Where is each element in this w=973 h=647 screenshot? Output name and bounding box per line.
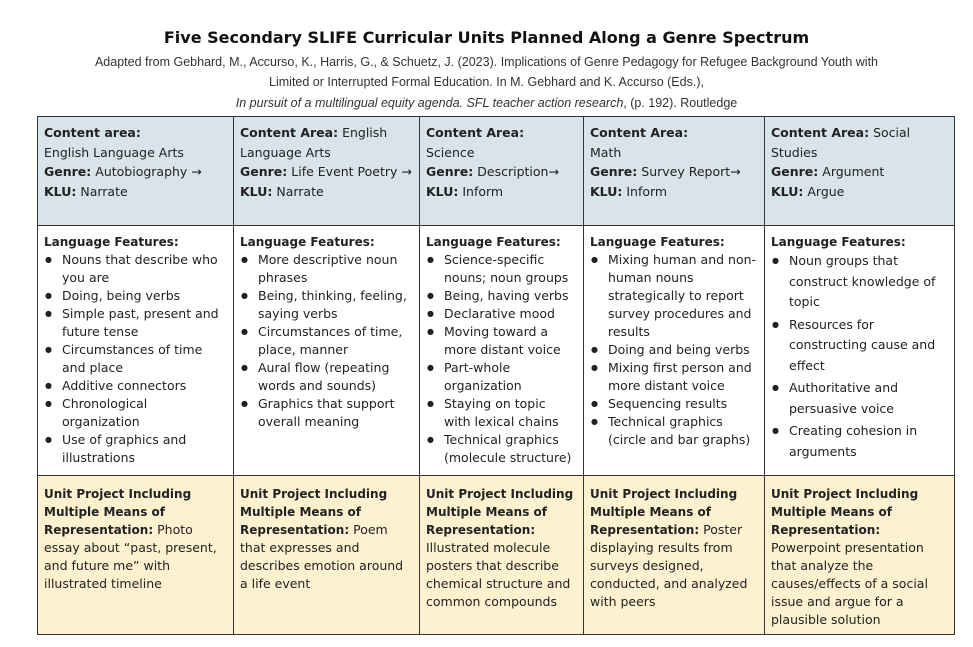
klu-label: KLU: [44, 183, 77, 199]
unit-project-description: Poster displaying results from surveys designed, conducted, and analyzed with peers [590, 522, 748, 609]
genre-label: Genre: [590, 164, 638, 179]
unit-project-label: Unit Project Including Multiple Means of Representation: [771, 487, 919, 537]
genre-value: Autobiography → [95, 164, 202, 179]
language-features-label: Language Features: [426, 235, 561, 249]
klu-label: KLU: [426, 183, 459, 199]
feature-item: ● Moving toward a more distant voice [426, 323, 576, 359]
feature-item: ● Use of graphics and illustrations [44, 431, 226, 467]
genre-label: Genre: [771, 164, 819, 179]
genre-value: Description→ [477, 164, 559, 179]
unit-project-label: Unit Project Including Multiple Means of Representation: [590, 487, 738, 537]
feature-item: ● Additive connectors [44, 377, 226, 395]
page-title: Five Secondary SLIFE Curricular Units Planned Along a Genre Spectrum [163, 28, 810, 47]
language-features-cell [420, 226, 584, 476]
content-area-label: Content Area: [771, 125, 870, 140]
feature-item: ● More descriptive noun phrases [240, 251, 412, 287]
unit-project-label: Unit Project Including Multiple Means of Representation: [44, 487, 192, 537]
genre-label: Genre: [44, 164, 92, 179]
language-features-label: Language Features: [240, 235, 375, 249]
content-area-label: Content Area: [426, 125, 525, 140]
klu-value: Narrate [80, 183, 128, 199]
unit-header-cell [765, 117, 955, 226]
feature-item: ● Being, having verbs [426, 287, 576, 305]
feature-item: ● Circumstances of time, place, manner [240, 323, 412, 359]
content-area-label: Content Area: [240, 125, 339, 140]
unit-project-description: Illustrated molecule posters that describe chemical structure and common compounds [426, 540, 571, 609]
unit-header-cell [420, 117, 584, 226]
content-area-value: Social Studies [771, 125, 911, 160]
curricular-units-table [37, 116, 955, 635]
citation-line-3 [0, 96, 973, 110]
features-list [44, 251, 226, 467]
unit-project-cell [420, 476, 584, 635]
unit-project-description: Poem that expresses and describes emotion around a life event [240, 522, 404, 591]
klu-value: Narrate [276, 183, 324, 199]
content-area-value: Math [590, 144, 622, 160]
citation-line-2: Limited or Interrupted Formal Education. In M. Gebhard and K. Accurso (Eds.), [269, 75, 704, 89]
klu-value: Inform [462, 183, 504, 199]
genre-value: Argument [822, 164, 885, 179]
language-features-label: Language Features: [771, 235, 906, 249]
feature-item: ● Authoritative and persuasive voice [771, 378, 947, 419]
unit-header-cell [584, 117, 765, 226]
content-area-value: English Language Arts [240, 125, 388, 160]
features-list [426, 251, 576, 467]
features-row [38, 226, 955, 476]
feature-item: ● Circumstances of time and place [44, 341, 226, 377]
feature-item: ● Staying on topic with lexical chains [426, 395, 576, 431]
project-row [38, 476, 955, 635]
language-features-cell [38, 226, 234, 476]
language-features-cell [765, 226, 955, 476]
unit-project-label: Unit Project Including Multiple Means of Representation: [240, 487, 388, 537]
citation-publisher: , (p. 192). Routledge [623, 96, 738, 110]
content-area-value: English Language Arts [44, 144, 184, 160]
unit-project-cell [584, 476, 765, 635]
feature-item: ● Creating cohesion in arguments [771, 421, 947, 462]
feature-item: ● Noun groups that construct knowledge of topic [771, 251, 947, 313]
content-area-label: Content area: [44, 125, 141, 140]
feature-item: ● Technical graphics (molecule structure) [426, 431, 576, 467]
klu-label: KLU: [590, 183, 623, 199]
feature-item: ● Doing, being verbs [44, 287, 226, 305]
language-features-label: Language Features: [590, 235, 725, 249]
feature-item: ● Resources for constructing cause and effect [771, 315, 947, 377]
citation-book-title: In pursuit of a multilingual equity agenda. SFL teacher action research [235, 96, 624, 110]
unit-project-cell [234, 476, 420, 635]
language-features-cell [234, 226, 420, 476]
feature-item: ● Part-whole organization [426, 359, 576, 395]
klu-label: KLU: [240, 183, 273, 199]
header-row [38, 117, 955, 226]
genre-value: Life Event Poetry → [291, 164, 412, 179]
feature-item: ● Being, thinking, feeling, saying verbs [240, 287, 412, 323]
klu-value: Argue [807, 183, 845, 199]
feature-item: ● Sequencing results [590, 395, 757, 413]
language-features-label: Language Features: [44, 235, 179, 249]
features-list [240, 251, 412, 431]
klu-label: KLU: [771, 183, 804, 199]
features-list [771, 251, 947, 462]
language-features-cell [584, 226, 765, 476]
table-body [38, 117, 955, 635]
unit-project-cell [765, 476, 955, 635]
unit-header-cell [234, 117, 420, 226]
citation-line-1: Adapted from Gebhard, M., Accurso, K., Harris, G., & Schuetz, J. (2023). Implications of Genre Pedagogy for Refugee Background Youth with [94, 55, 879, 69]
unit-header-cell [38, 117, 234, 226]
feature-item: ● Science-specific nouns; noun groups [426, 251, 576, 287]
features-list [590, 251, 757, 449]
feature-item: ● Mixing first person and more distant voice [590, 359, 757, 395]
feature-item: ● Doing and being verbs [590, 341, 757, 359]
content-area-value: Science [426, 144, 475, 160]
unit-project-label: Unit Project Including Multiple Means of Representation: [426, 487, 574, 537]
klu-value: Inform [626, 183, 668, 199]
content-area-label: Content Area: [590, 125, 689, 140]
genre-label: Genre: [240, 164, 288, 179]
genre-label: Genre: [426, 164, 474, 179]
unit-project-description: Photo essay about “past, present, and future me” with illustrated timeline [44, 522, 217, 591]
feature-item: ● Chronological organization [44, 395, 226, 431]
feature-item: ● Mixing human and non-human nouns strategically to report survey procedures and results [590, 251, 757, 341]
feature-item: ● Technical graphics (circle and bar graphs) [590, 413, 757, 449]
unit-project-cell [38, 476, 234, 635]
unit-project-description: Powerpoint presentation that analyze the causes/effects of a social issue and argue for a plausible solution [771, 540, 928, 627]
feature-item: ● Declarative mood [426, 305, 576, 323]
feature-item: ● Graphics that support overall meaning [240, 395, 412, 431]
feature-item: ● Nouns that describe who you are [44, 251, 226, 287]
genre-value: Survey Report→ [641, 164, 741, 179]
feature-item: ● Aural flow (repeating words and sounds) [240, 359, 412, 395]
feature-item: ● Simple past, present and future tense [44, 305, 226, 341]
